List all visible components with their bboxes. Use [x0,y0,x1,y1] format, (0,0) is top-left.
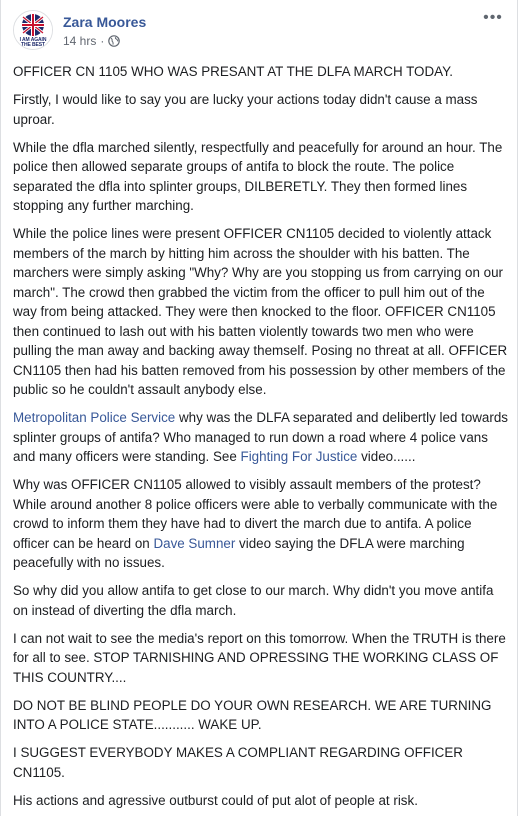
paragraph-text: I can not wait to see the media's report on this tomorrow. When the TRUTH is there for all to see. STOP TARNISHING AND OPRESSING THE WORKING CLASS OF THIS COUNTRY.... [13,630,506,685]
avatar-caption-line-1: I AM AGAIN [19,37,47,43]
post-body [13,62,509,816]
post-paragraph [13,138,509,216]
paragraph-text: I SUGGEST EVERYBODY MAKES A COMPLIANT REGARDING OFFICER CN1105. [13,745,463,780]
post-paragraph [13,791,509,811]
post-paragraph [13,62,509,82]
post-header [13,10,505,54]
meta-separator: · [100,34,105,48]
mention-link[interactable]: Dave Sumner [153,535,236,551]
post-paragraph [13,743,509,782]
mention-link[interactable]: Metropolitan Police Service [13,410,176,425]
paragraph-text: So why did you allow antifa to get close to our march. Why didn't you move antifa on instead of diverting the dfla march. [13,583,494,618]
avatar[interactable] [13,10,53,50]
post-timestamp[interactable]: 14 hrs [63,34,97,48]
avatar-caption-line-2: THE BEST [21,42,45,48]
post-paragraph [13,581,509,620]
post-paragraph [13,224,509,400]
post-paragraph [13,90,509,129]
paragraph-text: While the dfla marched silently, respectfully and peacefully for around an hour. The police then allowed separate groups of antifa to block the route. The police separated the dfla into splinter groups, DILBERETLY. They then formed lines stopping any further marching. [13,139,503,213]
avatar-caption [14,38,52,48]
post-paragraph [13,629,509,688]
paragraph-text: video saying the DFLA were marching peacefully with no issues. [13,535,465,570]
author-name[interactable]: Zara Moores [63,14,147,30]
paragraph-text: DO NOT BE BLIND PEOPLE DO YOUR OWN RESEARCH. WE ARE TURNING INTO A POLICE STATE........... WAKE UP. [13,697,492,732]
paragraph-text: While the police lines were present OFFICER CN1105 decided to violently attack members of the march by hitting him across the shoulder with his batten. The marchers were simply asking "Why? Why are you stopping us from carrying on our march". The crowd then grabbed the victim from the officer to pull him out of the way from being attacked. They were then knocked to the floor. OFFICER CN1105 then continued to lash out with his batten violently towards two men who were pulling the man away and backing away themself. Posing no threat at all. OFFICER CN1105 then had his batten removed from his possession by other members of the public so he couldn't assault anybody else. [13,226,508,397]
post-meta [63,33,120,49]
post-paragraph [13,408,509,467]
paragraph-text: Why was OFFICER CN1105 allowed to visibly assault members of the protest? While around another 8 police officers were able to verbally communicate with the crowd to inform them they have had to divert the march due to antifa. A police officer can be heard on [13,477,498,551]
globe-icon[interactable] [108,35,120,47]
paragraph-text: why was the DLFA separated and delibertly led towards splinter groups of antifa? Who managed to run down a road where 4 police vans and many officers were standing. See [13,410,508,464]
post-paragraph [13,696,509,735]
paragraph-text: Firstly, I would like to say you are lucky your actions today didn't cause a mass uproar. [13,92,478,127]
post-paragraph [13,475,509,573]
mention-link[interactable]: Fighting For Justice [240,449,358,464]
paragraph-text: OFFICER CN 1105 WHO WAS PRESANT AT THE DLFA MARCH TODAY. [13,64,454,79]
paragraph-text: His actions and agressive outburst could of put alot of people at risk. [13,792,418,808]
more-options-icon[interactable]: ••• [483,9,503,26]
paragraph-text: video...... [357,449,416,464]
